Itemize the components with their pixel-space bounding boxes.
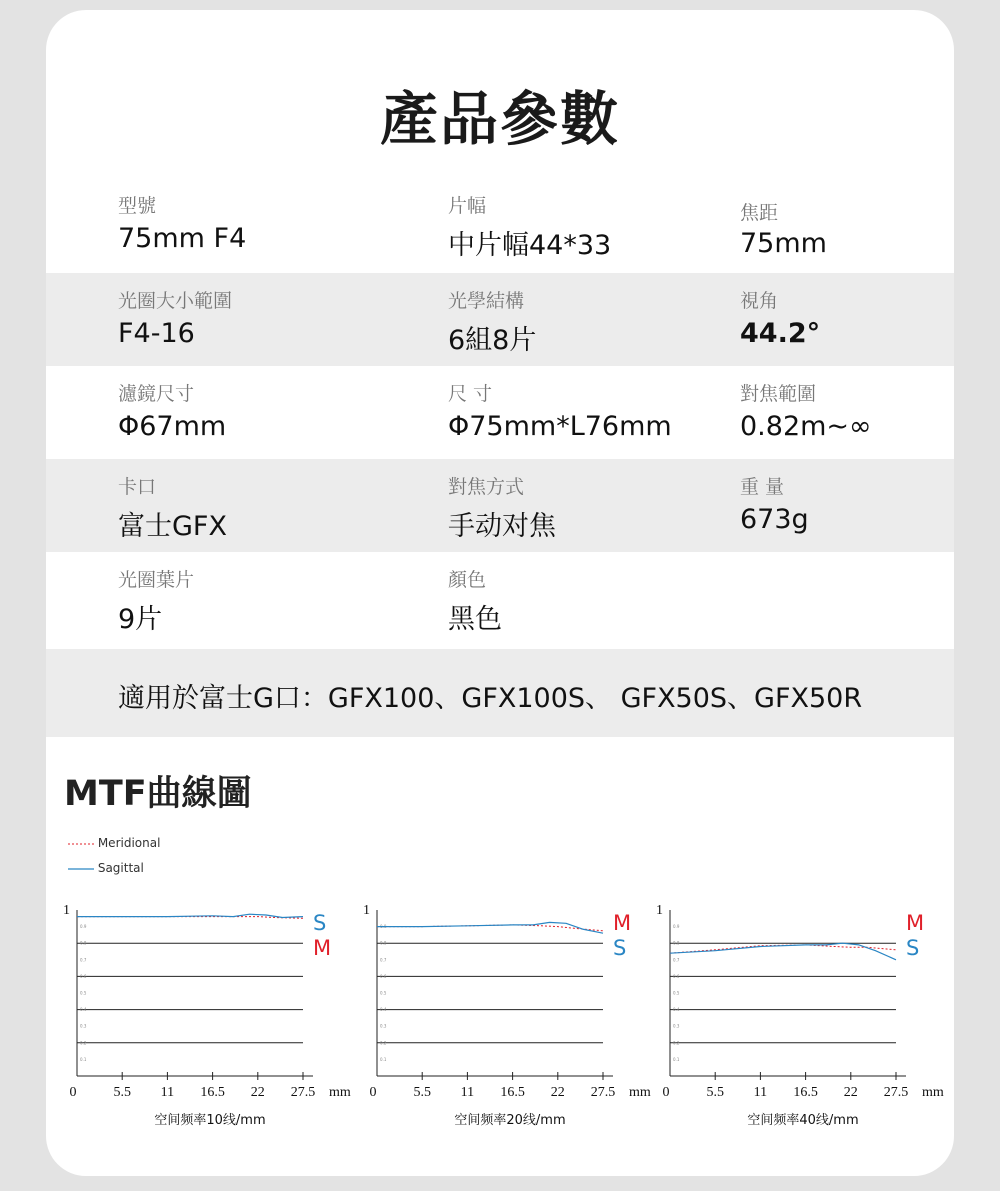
- y-minor-label: 0.1: [80, 1056, 87, 1062]
- spec-value: 44.2°: [740, 318, 821, 349]
- x-tick-label: 27.5: [883, 1085, 909, 1100]
- x-unit-label: mm: [922, 1085, 944, 1100]
- y-minor-label: 0.7: [380, 957, 387, 963]
- x-tick-label: 16.5: [500, 1085, 525, 1100]
- curve-label: M: [613, 911, 632, 935]
- y-minor-label: 0.3: [80, 1023, 87, 1029]
- spec-row: [46, 459, 954, 552]
- spec-label: 光圈葉片: [118, 569, 195, 591]
- curve-label: S: [613, 936, 627, 960]
- y-minor-label: 0.9: [80, 924, 87, 930]
- y-minor-label: 0.2: [380, 1040, 387, 1046]
- spec-value: 富士GFX: [118, 511, 227, 542]
- spec-label: 光圈大小範圍: [118, 290, 233, 312]
- spec-label: 片幅: [448, 195, 487, 217]
- spec-label: 卡口: [118, 476, 157, 498]
- x-tick-label: 0: [369, 1085, 377, 1100]
- x-tick-label: 5.5: [706, 1085, 724, 1100]
- x-tick-label: 5.5: [113, 1085, 131, 1100]
- spec-label: 型號: [118, 195, 157, 217]
- y-minor-label: 0.2: [673, 1040, 680, 1046]
- y-tick-label: 1: [63, 903, 70, 918]
- x-tick-label: 27.5: [290, 1085, 316, 1100]
- y-minor-label: 0.4: [380, 1007, 387, 1013]
- legend-sagittal-label: Sagittal: [97, 861, 144, 875]
- spec-value: 0.82m~∞: [740, 411, 872, 442]
- y-minor-label: 0.7: [673, 957, 680, 963]
- spec-value: 手动对焦: [448, 511, 556, 542]
- spec-value: Φ75mm*L76mm: [448, 411, 672, 442]
- spec-label: 濾鏡尺寸: [118, 383, 195, 405]
- x-tick-label: 22: [843, 1085, 858, 1100]
- spec-value: 673g: [740, 504, 809, 535]
- spec-label: 對焦方式: [448, 476, 525, 498]
- x-tick-label: 0: [69, 1085, 77, 1100]
- y-minor-label: 0.5: [380, 990, 387, 996]
- y-minor-label: 0.5: [80, 990, 87, 996]
- spec-row: [46, 366, 954, 459]
- spec-value: F4-16: [118, 318, 195, 349]
- spec-value: Φ67mm: [118, 411, 227, 442]
- y-tick-label: 1: [363, 903, 370, 918]
- spec-label: 對焦範圍: [740, 383, 817, 405]
- x-tick-label: 16.5: [793, 1085, 818, 1100]
- chart-caption: 空间频率40线/mm: [747, 1113, 859, 1128]
- y-tick-label: 1: [656, 903, 663, 918]
- y-minor-label: 0.6: [673, 973, 680, 979]
- x-tick-label: 27.5: [590, 1085, 616, 1100]
- y-minor-label: 0.2: [80, 1040, 87, 1046]
- y-minor-label: 0.8: [380, 940, 387, 946]
- curve-label: M: [313, 936, 332, 960]
- x-tick-label: 11: [753, 1085, 768, 1100]
- x-tick-label: 11: [460, 1085, 475, 1100]
- y-minor-label: 0.3: [380, 1023, 387, 1029]
- spec-value: 75mm F4: [118, 223, 247, 254]
- legend-meridional-label: Meridional: [97, 836, 161, 850]
- y-minor-label: 0.6: [80, 973, 87, 979]
- spec-label: 焦距: [740, 202, 779, 224]
- spec-label: 顏色: [448, 569, 487, 591]
- x-tick-label: 16.5: [200, 1085, 225, 1100]
- y-minor-label: 0.6: [380, 973, 387, 979]
- y-minor-label: 0.9: [673, 924, 680, 930]
- x-tick-label: 22: [550, 1085, 565, 1100]
- x-unit-label: mm: [329, 1085, 351, 1100]
- product-card: [46, 10, 954, 1176]
- spec-row: [46, 273, 954, 366]
- spec-label: 光學結構: [448, 290, 525, 312]
- y-minor-label: 0.9: [380, 924, 387, 930]
- spec-value: 6組8片: [448, 325, 537, 356]
- y-minor-label: 0.4: [80, 1007, 87, 1013]
- x-tick-label: 22: [250, 1085, 265, 1100]
- curve-label: S: [313, 911, 327, 935]
- y-minor-label: 0.1: [380, 1056, 387, 1062]
- y-minor-label: 0.8: [673, 940, 680, 946]
- y-minor-label: 0.1: [673, 1056, 680, 1062]
- page-title: 產品參數: [379, 85, 620, 153]
- spec-value: 9片: [118, 604, 163, 635]
- y-minor-label: 0.4: [673, 1007, 680, 1013]
- spec-value: 黑色: [448, 604, 502, 635]
- spec-value: 75mm: [740, 228, 827, 259]
- x-tick-label: 11: [160, 1085, 175, 1100]
- y-minor-label: 0.3: [673, 1023, 680, 1029]
- spec-row: [46, 178, 954, 271]
- spec-value: 中片幅44*33: [448, 230, 612, 261]
- compatibility-text: 適用於富士G口：GFX100、GFX100S、 GFX50S、GFX50R: [118, 683, 863, 714]
- chart-caption: 空间频率20线/mm: [454, 1113, 566, 1128]
- compatibility-banner: [46, 649, 954, 737]
- x-tick-label: 0: [662, 1085, 670, 1100]
- x-unit-label: mm: [629, 1085, 651, 1100]
- spec-label: 尺 寸: [448, 383, 493, 405]
- y-minor-label: 0.7: [80, 957, 87, 963]
- mtf-charts: [46, 830, 954, 1140]
- curve-label: S: [906, 936, 920, 960]
- y-minor-label: 0.5: [673, 990, 680, 996]
- y-minor-label: 0.8: [80, 940, 87, 946]
- spec-row: [46, 552, 954, 645]
- sagittal-curve: [670, 940, 896, 963]
- curve-label: M: [906, 911, 925, 935]
- x-tick-label: 5.5: [413, 1085, 431, 1100]
- spec-label: 視角: [740, 290, 779, 312]
- chart-caption: 空间频率10线/mm: [154, 1113, 266, 1128]
- spec-label: 重 量: [740, 476, 785, 498]
- mtf-title: MTF曲線圖: [64, 774, 252, 814]
